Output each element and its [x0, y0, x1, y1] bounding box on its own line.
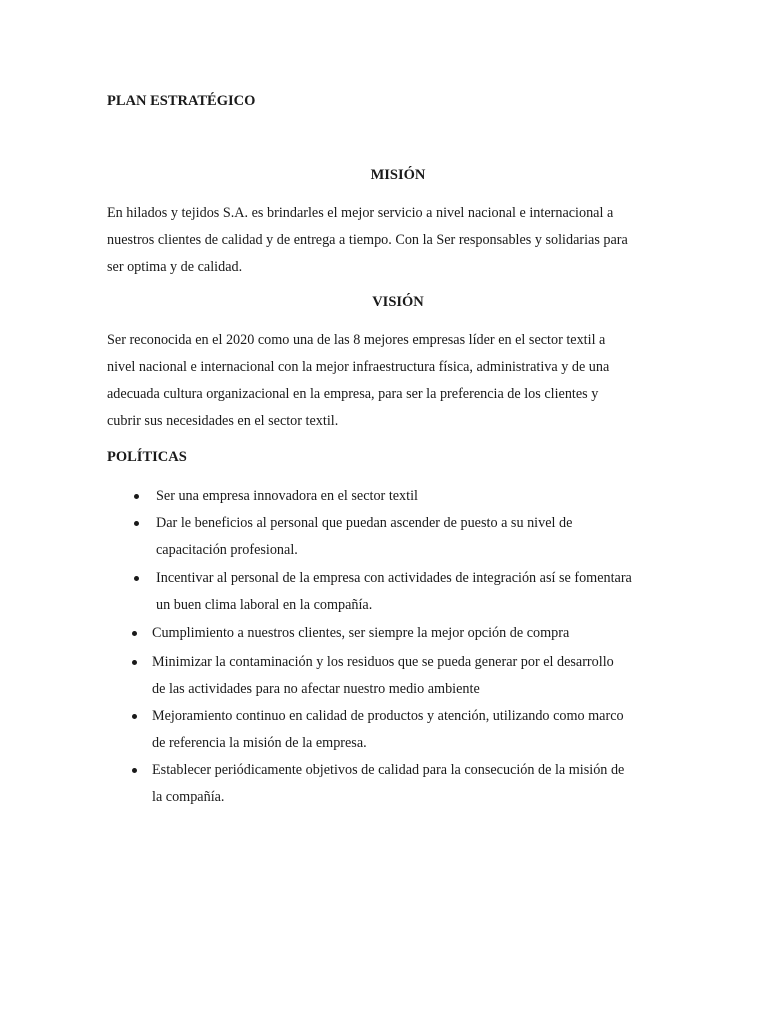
list-item-line: la compañía.	[152, 789, 225, 805]
vision-line: adecuada cultura organizacional en la empresa, para ser la preferencia de los clientes y	[107, 386, 599, 402]
bullet-icon	[132, 660, 137, 665]
list-item-line: Ser una empresa innovadora en el sector textil	[156, 488, 418, 504]
list-item	[152, 649, 614, 703]
bullet-icon	[132, 768, 137, 773]
politicas-heading: POLÍTICAS	[107, 449, 187, 465]
list-item-line: Dar le beneficios al personal que puedan ascender de puesto a su nivel de	[156, 515, 573, 531]
list-item-line: Mejoramiento continuo en calidad de productos y atención, utilizando como marco	[152, 708, 624, 724]
list-item-line: Minimizar la contaminación y los residuos que se pueda generar por el desarrollo	[152, 654, 614, 670]
bullet-icon	[134, 521, 139, 526]
bullet-icon	[132, 714, 137, 719]
bullet-icon	[134, 494, 139, 499]
vision-line: Ser reconocida en el 2020 como una de las 8 mejores empresas líder en el sector textil a	[107, 332, 606, 348]
list-item	[152, 757, 624, 811]
mision-line: nuestros clientes de calidad y de entrega a tiempo. Con la Ser responsables y solidarias para	[107, 232, 628, 248]
bullet-icon	[134, 576, 139, 581]
mision-line: ser optima y de calidad.	[107, 259, 243, 275]
mision-paragraph	[107, 200, 667, 281]
mision-line: En hilados y tejidos S.A. es brindarles el mejor servicio a nivel nacional e internacional a	[107, 205, 614, 221]
list-item	[152, 703, 624, 757]
vision-line: cubrir sus necesidades en el sector textil.	[107, 413, 339, 429]
list-item	[156, 565, 632, 619]
list-item-line: un buen clima laboral en la compañía.	[156, 597, 373, 613]
vision-heading: VISIÓN	[372, 294, 424, 310]
vision-line: nivel nacional e internacional con la mejor infraestructura física, administrativa y de una	[107, 359, 610, 375]
list-item-line: capacitación profesional.	[156, 542, 298, 558]
list-item	[156, 483, 418, 510]
list-item-line: Cumplimiento a nuestros clientes, ser siempre la mejor opción de compra	[152, 625, 570, 641]
list-item-line: de las actividades para no afectar nuestro medio ambiente	[152, 681, 480, 697]
mision-heading: MISIÓN	[370, 167, 426, 183]
bullet-icon	[132, 631, 137, 636]
list-item-line: de referencia la misión de la empresa.	[152, 735, 367, 751]
list-item-line: Establecer periódicamente objetivos de calidad para la consecución de la misión de	[152, 762, 625, 778]
vision-paragraph	[107, 327, 667, 435]
list-item	[152, 620, 569, 647]
document-title: PLAN ESTRATÉGICO	[107, 93, 256, 109]
list-item	[156, 510, 572, 564]
list-item-line: Incentivar al personal de la empresa con actividades de integración así se fomentara	[156, 570, 632, 586]
